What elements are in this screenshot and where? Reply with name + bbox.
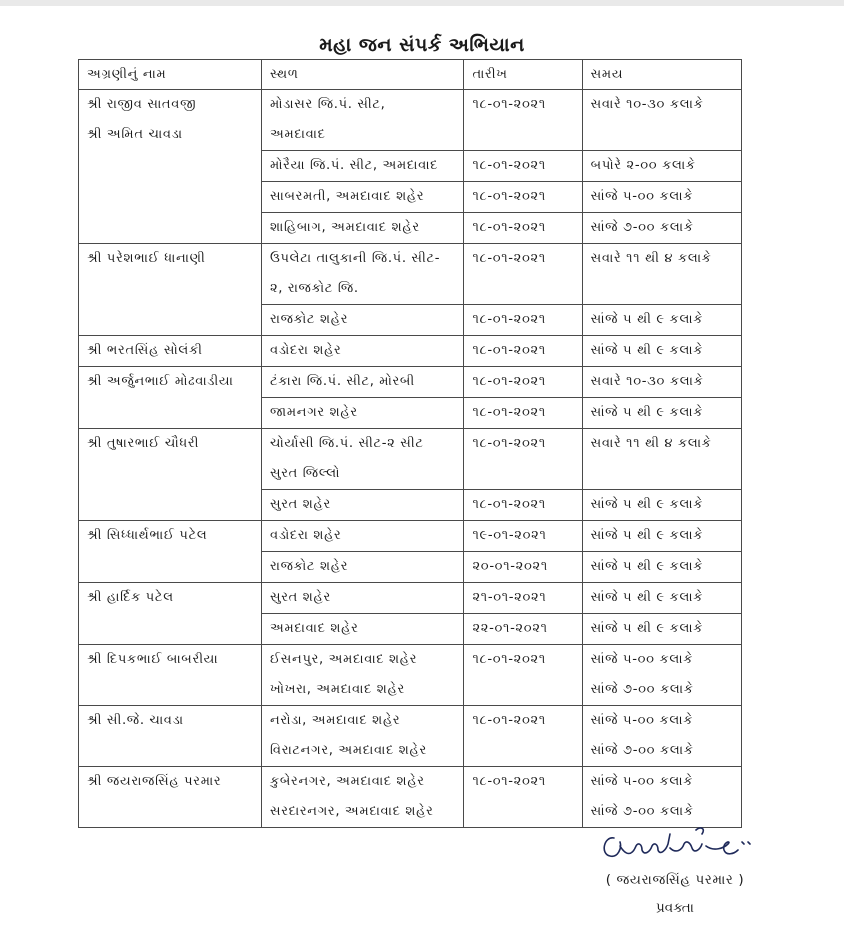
leader-name-cell (79, 244, 262, 336)
leader-name-cell (79, 767, 262, 828)
place-cell (261, 398, 463, 429)
place-cell (261, 552, 463, 583)
time-text: સવારે ૧૧ થી ૪ કલાકે (590, 436, 712, 451)
signer-name: ( જયરાજસિંહ પરમાર ) (605, 872, 745, 888)
date-cell (464, 90, 582, 151)
date-cell (464, 151, 582, 182)
place-text: સુરત જિલ્લો (269, 466, 341, 481)
place-cell (261, 767, 463, 828)
date-text: ૧૮-૦૧-૨૦૨૧ (472, 343, 546, 358)
date-cell (464, 367, 582, 398)
date-cell (464, 552, 582, 583)
place-text: ઉપલેટા તાલુકાની જિ.પં. સીટ- (269, 251, 441, 266)
date-text: ૧૮-૦૧-૨૦૨૧ (472, 713, 546, 728)
time-text: સાંજે ૫ થી ૯ કલાકે (590, 621, 704, 636)
leader-name-cell (79, 521, 262, 583)
date-cell (464, 706, 582, 767)
time-text: સવારે ૧૦-૩૦ કલાકે (590, 97, 704, 112)
time-text: સાંજે ૫ થી ૯ કલાકે (590, 312, 704, 327)
table-row (79, 90, 742, 151)
time-cell (582, 521, 741, 552)
leader-name: શ્રી ભરતસિંહ સોલંકી (87, 343, 203, 358)
place-text: સરદારનગર, અમદાવાદ શહેર (269, 804, 434, 819)
date-text: ૧૮-૦૧-૨૦૨૧ (472, 97, 546, 112)
place-cell (261, 90, 463, 151)
time-text: સાંજે ૫-૦૦ કલાકે (590, 652, 694, 667)
time-text: સાંજે ૫ થી ૯ કલાકે (590, 497, 704, 512)
date-text: ૧૮-૦૧-૨૦૨૧ (472, 251, 546, 266)
place-text: સુરત શહેર (269, 497, 331, 512)
handwritten-signature (596, 820, 756, 872)
schedule-body (79, 90, 742, 828)
time-text: સાંજે ૭-૦૦ કલાકે (590, 743, 694, 758)
date-cell (464, 645, 582, 706)
table-row (79, 767, 742, 828)
place-text: શાહિબાગ, અમદાવાદ શહેર (269, 220, 420, 235)
leader-name-cell (79, 90, 262, 244)
time-text: સાંજે ૫-૦૦ કલાકે (590, 774, 694, 789)
leader-name: શ્રી અમિત ચાવડા (87, 127, 183, 142)
place-cell (261, 614, 463, 645)
leader-name: શ્રી અર્જુનભાઈ મોઢવાડીયા (87, 374, 234, 389)
place-cell (261, 583, 463, 614)
table-row (79, 521, 742, 552)
date-text: ૨૧-૦૧-૨૦૨૧ (472, 590, 547, 605)
date-text: ૧૯-૦૧-૨૦૨૧ (472, 528, 547, 543)
place-cell (261, 336, 463, 367)
place-cell (261, 490, 463, 521)
header-place: સ્થળ (261, 60, 463, 90)
place-text: અમદાવાદ શહેર (269, 621, 359, 636)
place-cell (261, 151, 463, 182)
place-text: અમદાવાદ (269, 127, 326, 142)
place-cell (261, 429, 463, 490)
time-text: સાંજે ૫-૦૦ કલાકે (590, 713, 694, 728)
time-cell (582, 552, 741, 583)
table-header-row (79, 60, 742, 90)
place-text: ચોર્યાસી જિ.પં. સીટ-૨ સીટ (269, 436, 424, 451)
table-row (79, 336, 742, 367)
signer-designation: પ્રવક્તા (656, 900, 694, 916)
date-cell (464, 583, 582, 614)
time-text: સાંજે ૭-૦૦ કલાકે (590, 682, 694, 697)
date-cell (464, 521, 582, 552)
date-text: ૨૨-૦૧-૨૦૨૧ (472, 621, 548, 636)
header-date: તારીખ (464, 60, 582, 90)
time-cell (582, 244, 741, 305)
place-cell (261, 521, 463, 552)
time-cell (582, 305, 741, 336)
leader-name: શ્રી હાર્દિક પટેલ (87, 590, 174, 605)
date-cell (464, 305, 582, 336)
time-cell (582, 429, 741, 490)
place-text: નરોડા, અમદાવાદ શહેર (269, 713, 401, 728)
time-cell (582, 90, 741, 151)
place-cell (261, 706, 463, 767)
place-cell (261, 213, 463, 244)
date-text: ૧૮-૦૧-૨૦૨૧ (472, 158, 546, 173)
date-text: ૧૮-૦૧-૨૦૨૧ (472, 436, 546, 451)
table-row (79, 706, 742, 767)
leader-name: શ્રી તુષારભાઈ ચૌધરી (87, 436, 200, 451)
leader-name: શ્રી પરેશભાઈ ધાનાણી (87, 251, 206, 266)
date-text: ૨૦-૦૧-૨૦૨૧ (472, 559, 548, 574)
leader-name: શ્રી સિધ્ધાર્થભાઈ પટેલ (87, 528, 208, 543)
place-text: ખોખરા, અમદાવાદ શહેર (269, 682, 405, 697)
place-text: સુરત શહેર (269, 590, 331, 605)
time-text: સાંજે ૫ થી ૯ કલાકે (590, 405, 704, 420)
date-text: ૧૮-૦૧-૨૦૨૧ (472, 405, 546, 420)
header-name: અગ્રણીનું નામ (79, 60, 262, 90)
date-cell (464, 213, 582, 244)
signature-block (590, 820, 770, 930)
place-cell (261, 645, 463, 706)
time-cell (582, 583, 741, 614)
place-text: મોરૈયા જિ.પં. સીટ, અમદાવાદ (269, 158, 439, 173)
page-top-edge (0, 0, 844, 6)
date-text: ૧૮-૦૧-૨૦૨૧ (472, 652, 546, 667)
time-text: સાંજે ૫-૦૦ કલાકે (590, 189, 694, 204)
place-text: ટંકારા જિ.પં. સીટ, મોરબી (269, 374, 415, 389)
date-cell (464, 244, 582, 305)
page-title: મહા જન સંપર્ક અભિયાન (319, 34, 525, 56)
date-cell (464, 614, 582, 645)
time-cell (582, 490, 741, 521)
table-row (79, 645, 742, 706)
table-row (79, 429, 742, 490)
date-text: ૧૮-૦૧-૨૦૨૧ (472, 774, 546, 789)
place-text: વડોદરા શહેર (269, 343, 342, 358)
leader-name-cell (79, 645, 262, 706)
place-text: વડોદરા શહેર (269, 528, 342, 543)
leader-name: શ્રી સી.જે. ચાવડા (87, 713, 184, 728)
place-text: રાજકોટ શહેર (269, 312, 349, 327)
place-cell (261, 244, 463, 305)
leader-name: શ્રી જયરાજસિંહ પરમાર (87, 774, 222, 789)
time-text: સાંજે ૫ થી ૯ કલાકે (590, 343, 704, 358)
leader-name-cell (79, 706, 262, 767)
time-text: બપોરે ૨-૦૦ કલાકે (590, 158, 696, 173)
place-text: જામનગર શહેર (269, 405, 358, 420)
place-text: ૨, રાજકોટ જિ. (269, 281, 359, 296)
header-time: સમય (582, 60, 741, 90)
date-text: ૧૮-૦૧-૨૦૨૧ (472, 189, 546, 204)
leader-name-cell (79, 583, 262, 645)
table-row (79, 244, 742, 305)
time-text: સાંજે ૫ થી ૯ કલાકે (590, 559, 704, 574)
time-text: સાંજે ૫ થી ૯ કલાકે (590, 590, 704, 605)
table-row (79, 583, 742, 614)
leader-name-cell (79, 367, 262, 429)
date-cell (464, 182, 582, 213)
time-cell (582, 767, 741, 828)
time-text: સાંજે ૭-૦૦ કલાકે (590, 220, 694, 235)
time-cell (582, 614, 741, 645)
place-text: સાબરમતી, અમદાવાદ શહેર (269, 189, 425, 204)
date-text: ૧૮-૦૧-૨૦૨૧ (472, 374, 546, 389)
place-text: વિરાટનગર, અમદાવાદ શહેર (269, 743, 427, 758)
time-cell (582, 367, 741, 398)
time-cell (582, 182, 741, 213)
date-text: ૧૮-૦૧-૨૦૨૧ (472, 220, 546, 235)
time-cell (582, 336, 741, 367)
date-cell (464, 490, 582, 521)
place-cell (261, 367, 463, 398)
time-cell (582, 151, 741, 182)
place-text: ઈસનપુર, અમદાવાદ શહેર (269, 652, 418, 667)
date-cell (464, 398, 582, 429)
date-cell (464, 336, 582, 367)
time-cell (582, 398, 741, 429)
schedule-table (78, 59, 742, 828)
time-text: સવારે ૧૧ થી ૪ કલાકે (590, 251, 712, 266)
time-text: સાંજે ૫ થી ૯ કલાકે (590, 528, 704, 543)
time-cell (582, 645, 741, 706)
place-text: કુબેરનગર, અમદાવાદ શહેર (269, 774, 425, 789)
place-cell (261, 305, 463, 336)
leader-name: શ્રી રાજીવ સાતવજી (87, 97, 197, 112)
place-cell (261, 182, 463, 213)
leader-name: શ્રી દિપકભાઈ બાબરીયા (87, 652, 219, 667)
date-text: ૧૮-૦૧-૨૦૨૧ (472, 497, 546, 512)
leader-name-cell (79, 336, 262, 367)
table-row (79, 367, 742, 398)
time-cell (582, 706, 741, 767)
place-text: રાજકોટ શહેર (269, 559, 349, 574)
date-cell (464, 767, 582, 828)
date-text: ૧૮-૦૧-૨૦૨૧ (472, 312, 546, 327)
time-text: સવારે ૧૦-૩૦ કલાકે (590, 374, 704, 389)
place-text: મોડાસર જિ.પં. સીટ, (269, 97, 386, 112)
time-text: સાંજે ૭-૦૦ કલાકે (590, 804, 694, 819)
time-cell (582, 213, 741, 244)
leader-name-cell (79, 429, 262, 521)
date-cell (464, 429, 582, 490)
